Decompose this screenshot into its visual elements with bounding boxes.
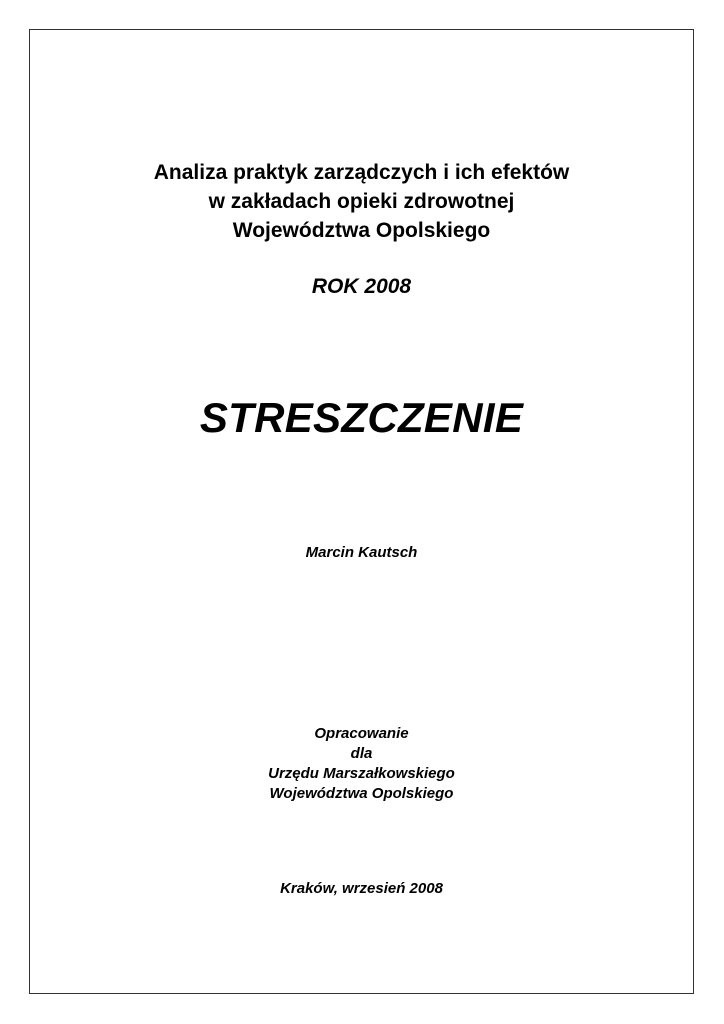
main-heading: STRESZCZENIE	[199, 394, 524, 441]
place-and-date: Kraków, wrzesień 2008	[280, 880, 443, 897]
title-line: Województwa Opolskiego	[232, 219, 491, 242]
prepared-for	[29, 724, 694, 804]
title-line: Analiza praktyk zarządczych i ich efektów	[153, 161, 570, 184]
year-label: ROK 2008	[311, 275, 412, 298]
title-line: w zakładach opieki zdrowotnej	[208, 190, 515, 213]
prepared-line: Województwa Opolskiego	[269, 785, 454, 802]
author-name: Marcin Kautsch	[305, 544, 418, 561]
prepared-line: Opracowanie	[314, 725, 409, 742]
prepared-line: dla	[350, 745, 373, 762]
document-title	[29, 158, 694, 245]
prepared-line: Urzędu Marszałkowskiego	[268, 765, 455, 782]
